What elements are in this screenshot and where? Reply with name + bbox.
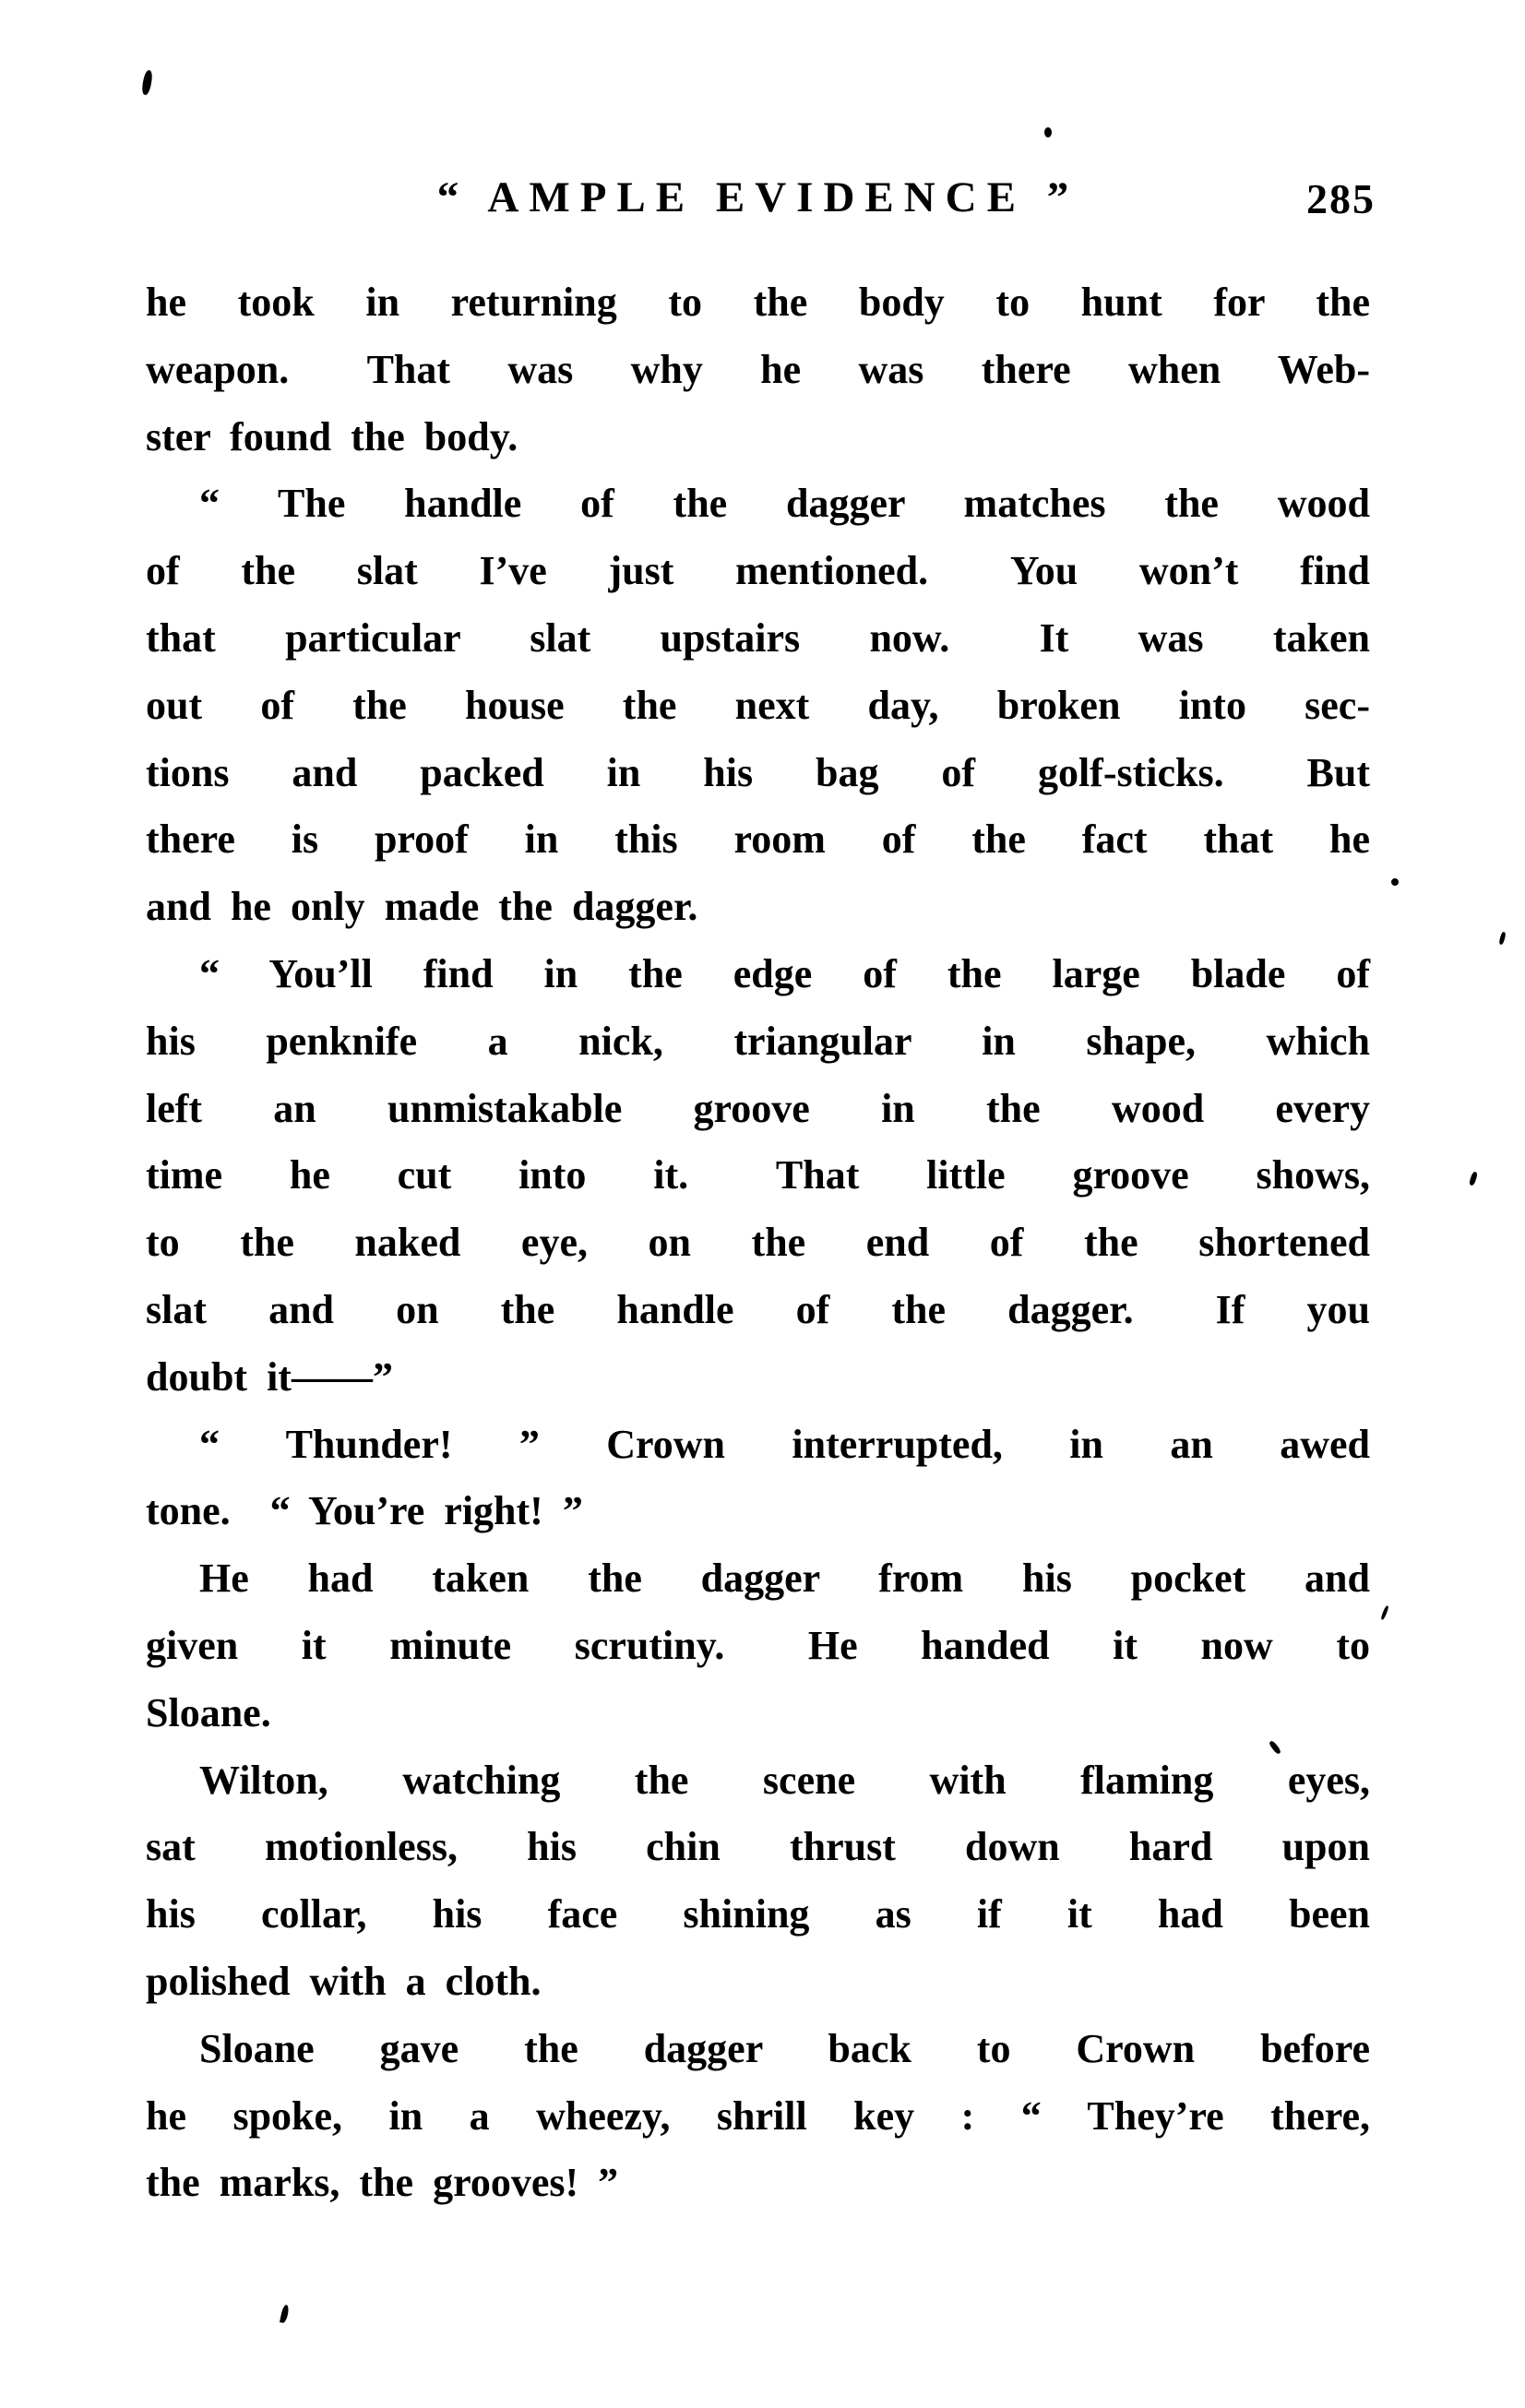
text-line: Sloane gave the dagger back to Crown before xyxy=(199,2025,1370,2071)
text-line: doubt it——” xyxy=(146,1353,393,1400)
text-line: polished with a cloth. xyxy=(146,1958,542,2004)
page-header xyxy=(146,172,1376,227)
scan-artifact xyxy=(1044,127,1052,137)
text-line: “ You’ll find in the edge of the large blade of xyxy=(199,950,1370,996)
scan-artifact xyxy=(1469,1171,1478,1186)
running-title: “ AMPLE EVIDENCE ” xyxy=(436,173,1079,221)
text-line: his collar, his face shining as if it had been xyxy=(146,1891,1370,1937)
text-line: the marks, the grooves! ” xyxy=(146,2160,619,2206)
text-line: sat motionless, his chin thrust down hard upon xyxy=(146,1824,1370,1870)
text-line: “ Thunder! ” Crown interrupted, in an awed xyxy=(199,1421,1370,1467)
scan-artifact xyxy=(1380,1605,1389,1620)
text-line: “ The handle of the dagger matches the wood xyxy=(199,481,1370,527)
text-line: He had taken the dagger from his pocket and xyxy=(199,1556,1370,1602)
text-line: left an unmistakable groove in the wood every xyxy=(146,1085,1370,1131)
scan-artifact xyxy=(1391,878,1399,886)
text-line: Sloane. xyxy=(146,1689,271,1735)
text-line: weapon. That was why he was there when Web- xyxy=(146,346,1370,392)
text-line: and he only made the dagger. xyxy=(146,884,698,930)
text-line: given it minute scrutiny. He handed it now to xyxy=(146,1622,1370,1668)
text-line: his penknife a nick, triangular in shape, which xyxy=(146,1018,1370,1064)
scan-artifact xyxy=(280,2304,290,2323)
text-line: to the naked eye, on the end of the shortened xyxy=(146,1220,1370,1266)
scan-artifact xyxy=(1498,932,1506,946)
text-line: tions and packed in his bag of golf-sticks. But xyxy=(146,749,1370,795)
page-number: 285 xyxy=(1306,175,1376,222)
scan-artifact xyxy=(141,69,154,95)
body-text xyxy=(146,269,1370,2217)
text-line: ster found the body. xyxy=(146,413,518,459)
text-line: time he cut into it. That little groove shows, xyxy=(146,1152,1370,1198)
text-line: tone. “ You’re right! ” xyxy=(146,1488,583,1534)
text-line: he took in returning to the body to hunt for the xyxy=(146,280,1370,325)
text-line: there is proof in this room of the fact that he xyxy=(146,817,1370,863)
text-line: out of the house the next day, broken into sec- xyxy=(146,682,1370,728)
text-line: of the slat I’ve just mentioned. You won’t find xyxy=(146,548,1370,594)
text-line: that particular slat upstairs now. It was taken xyxy=(146,614,1370,661)
text-line: he spoke, in a wheezy, shrill key : “ They’re there, xyxy=(146,2092,1370,2139)
text-line: slat and on the handle of the dagger. If you xyxy=(146,1286,1370,1332)
text-line: Wilton, watching the scene with flaming eyes, xyxy=(199,1757,1370,1803)
